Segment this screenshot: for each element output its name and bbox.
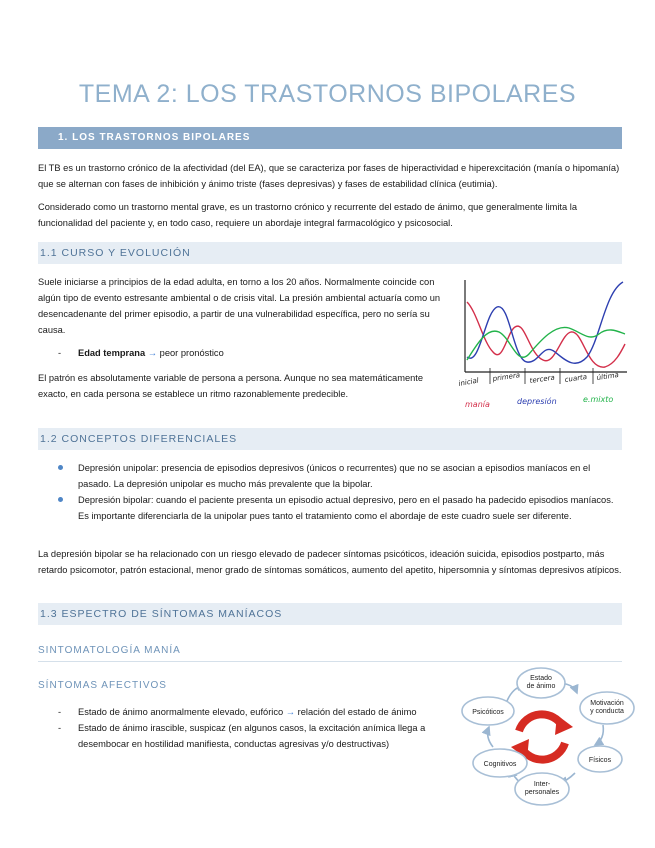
graph-label-last: última — [596, 370, 620, 382]
arrow-icon: → — [285, 707, 296, 717]
legend-mixed: e.mixto — [583, 395, 614, 404]
symptom-cycle-diagram — [455, 665, 637, 810]
bullet-icon — [58, 465, 63, 470]
paragraph-pattern: El patrón es absolutamente variable de persona a persona. Aunque no sea matemáticamente exacto, en cada persona se establece un ritmo razonablemente predecible. — [38, 373, 424, 399]
node-interpersonal: Inter-personales — [524, 781, 560, 796]
unipolar-text: Depresión unipolar: presencia de episodios depresivos (únicos o recurrentes) que no se asocian a episodios maníacos en el pasado. La depresión unipolar es mucho más prevalente que la bipolar. — [78, 463, 591, 489]
mood-relation-label: relación del estado de ánimo — [297, 707, 417, 717]
list-item-unipolar — [58, 460, 623, 492]
worse-prognosis-label: peor pronóstico — [159, 348, 224, 358]
node-cognitive: Cognitivos — [483, 761, 517, 768]
node-psychotic: Psicóticos — [472, 709, 504, 716]
subheading-affective-symptoms: SÍNTOMAS AFECTIVOS — [38, 680, 167, 691]
irritable-mood-text: Estado de ánimo irascible, suspicaz (en algunos casos, la excitación anímica llega a desembocar en hostilidad manifiesta, conductas agresivas y/o destructivas) — [78, 723, 426, 749]
node-physical: Físicos — [588, 757, 612, 764]
mania-curve — [467, 302, 625, 367]
mood-episodes-graph — [455, 272, 635, 417]
paragraph-definition: El TB es un trastorno crónico de la afectividad (del EA), que se caracteriza por fases de hiperactividad e hiperexcitación (manía o hipomanía) que se alternan con fases de inhibición y ánimo triste (fases depresivas) y fases de estabilidad clínica (eutimia). — [38, 163, 620, 189]
graph-label-first: primera — [492, 371, 521, 383]
divider — [38, 661, 622, 662]
section-heading-1-3-text: 1.3 ESPECTRO DE SÍNTOMAS MANÍACOS — [40, 608, 283, 620]
section-heading-1-2 — [38, 428, 622, 450]
legend-depression: depresión — [517, 397, 557, 406]
page-title: TEMA 2: LOS TRASTORNOS BIPOLARES — [78, 80, 577, 108]
bipolar-text: Depresión bipolar: cuando el paciente presenta un episodio actual depresivo, pero en el pasado ha padecido episodios maníacos. Es importante diferenciarla de la unipolar pues tanto el tratamiento como el abordaje de este cuadro suele ser diferente. — [78, 495, 614, 521]
subheading-mania-symptoms: SINTOMATOLOGÍA MANÍA — [38, 645, 181, 656]
node-mood: Estado de ánimo — [526, 675, 556, 690]
section-heading-1-1-text: 1.1 CURSO Y EVOLUCIÓN — [40, 247, 191, 259]
bullet-icon — [58, 497, 63, 502]
arrow-icon: → — [147, 348, 158, 358]
depression-curve — [467, 282, 623, 363]
list-item-bipolar — [58, 492, 623, 524]
paragraph-bipolar-risk: La depresión bipolar se ha relacionado con un riesgo elevado de padecer síntomas psicóticos, ideación suicida, episodios postparto, más retardo psicomotor, patrón estacional, menor grado de síntomas somáticos, aumento del apetito, hipersomnia y síntomas depresivos atípicos. — [38, 549, 622, 575]
elevated-mood-label: Estado de ánimo anormalmente elevado, eufórico — [78, 707, 284, 717]
section-heading-1 — [38, 127, 622, 149]
paragraph-severity: Considerado como un trastorno mental grave, es un trastorno crónico y recurrente del estado de ánimo, que generalmente limita la funcionalidad del paciente y, en todo caso, requiere un abordaje integral farmacológico y psicosocial. — [38, 202, 577, 228]
legend-mania: manía — [465, 400, 490, 409]
section-heading-1-3 — [38, 603, 622, 625]
graph-label-third: tercera — [529, 373, 556, 385]
mixed-curve — [467, 327, 625, 360]
node-motivation: Motivación y conducta — [590, 700, 624, 715]
early-age-label: Edad temprana — [78, 348, 146, 358]
graph-label-initial: inicial — [457, 376, 480, 388]
section-heading-1-2-text: 1.2 CONCEPTOS DIFERENCIALES — [40, 433, 238, 445]
section-heading-1-text: 1. LOS TRASTORNOS BIPOLARES — [58, 132, 251, 143]
section-heading-1-1 — [38, 242, 622, 264]
paragraph-onset: Suele iniciarse a principios de la edad adulta, en torno a los 20 años. Normalmente coincide con algún tipo de evento estresante ambiental o de crisis vital. La presión ambiental actuaría como un desencadenante del primer episodio, a partir de una vulnerabilidad específica, pero no sería su causa. — [38, 277, 441, 335]
graph-label-fourth: cuarta — [564, 372, 588, 384]
